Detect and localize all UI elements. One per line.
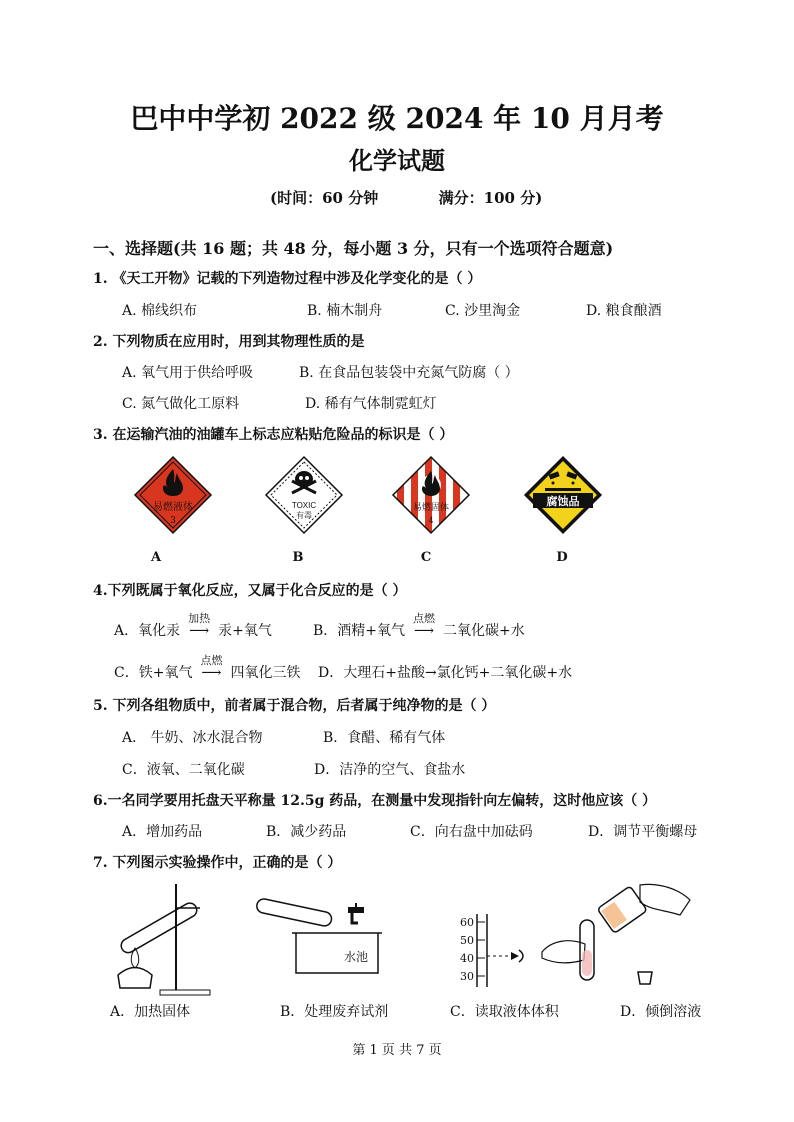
q4-a-reactant: A．氧化汞 xyxy=(114,623,181,639)
q2-option-c: C. 氮气做化工原料 xyxy=(122,396,240,412)
question-2-stem: 2. 下列物质在应用时，用到其物理性质的是 xyxy=(93,334,365,350)
cylinder-tick-60: 60 xyxy=(460,916,474,929)
exam-meta xyxy=(270,187,542,208)
question-4-stem: 4.下列既属于氧化反应，又属于化合反应的是（ ） xyxy=(93,583,407,599)
q3-label-c: C xyxy=(420,550,432,565)
q5-option-d: D．洁净的空气、食盐水 xyxy=(314,762,466,778)
q3-label-a: A xyxy=(150,550,162,565)
q6-option-b: B．减少药品 xyxy=(266,824,347,840)
sign-d-text: 腐蚀品 xyxy=(546,495,580,508)
q2-option-a: A. 氧气用于供给呼吸 xyxy=(122,365,254,381)
q7-option-d: D．倾倒溶液 xyxy=(620,1004,702,1020)
q5-option-c: C．液氧、二氧化碳 xyxy=(122,762,245,778)
flammable-solid-sign xyxy=(391,455,471,535)
q7-option-c: C．读取液体体积 xyxy=(450,1004,559,1020)
exam-title: 巴中中学初 2022 级 2024 年 10 月月考 xyxy=(130,102,664,135)
reaction-arrow-icon: ⟶ xyxy=(201,665,222,681)
pouring-liquid-illustration xyxy=(540,880,700,995)
q1-option-c: C. 沙里淘金 xyxy=(445,303,521,319)
q4-c-condition: 点燃 xyxy=(200,654,223,667)
flammable-liquid-sign xyxy=(133,455,213,535)
faucet-icon xyxy=(348,903,364,923)
sink-label: 水池 xyxy=(343,950,369,964)
time-label: (时间：60 分钟 xyxy=(270,189,379,207)
alcohol-lamp-icon xyxy=(118,948,152,988)
sign-b-text-cn: 有毒 xyxy=(296,511,312,520)
q4-a-product: 汞+氧气 xyxy=(218,623,272,639)
toxic-sign xyxy=(264,455,344,535)
dispose-reagent-illustration xyxy=(252,893,382,988)
q2-option-d: D. 稀有气体制霓虹灯 xyxy=(305,396,437,412)
question-1-stem: 1. 《天工开物》记载的下列造物过程中涉及化学变化的是（ ） xyxy=(93,271,482,287)
q1-option-b: B. 楠木制舟 xyxy=(307,303,383,319)
cylinder-tick-40: 40 xyxy=(460,952,474,965)
score-label: 满分：100 分) xyxy=(438,189,543,207)
q4-option-d: D．大理石+盐酸→氯化钙+二氧化碳+水 xyxy=(318,665,573,681)
q3-label-b: B xyxy=(292,550,304,565)
q6-option-c: C．向右盘中加砝码 xyxy=(410,824,533,840)
q4-b-product: 二氧化碳+水 xyxy=(443,623,525,639)
q4-c-reactant: C．铁+氧气 xyxy=(114,665,193,681)
sign-a-text: 易燃液体 xyxy=(153,502,193,513)
bottle-stopper-icon xyxy=(638,972,652,984)
sign-c-text: 易燃固体 xyxy=(412,503,450,513)
q4-a-condition: 加热 xyxy=(188,612,211,625)
reaction-arrow-icon: ⟶ xyxy=(189,623,210,639)
q6-option-d: D．调节平衡螺母 xyxy=(588,824,698,840)
corrosive-sign xyxy=(523,455,603,535)
cylinder-tick-50: 50 xyxy=(460,934,474,947)
sign-b-text-en: TOXIC xyxy=(291,501,317,510)
q7-option-a: A．加热固体 xyxy=(110,1004,191,1020)
graduated-cylinder-illustration xyxy=(445,912,535,992)
q1-option-d: D. 粮食酿酒 xyxy=(586,303,662,319)
q4-option-c xyxy=(114,654,301,682)
q4-option-b xyxy=(313,612,525,640)
q5-option-a: A． 牛奶、冰水混合物 xyxy=(122,730,263,746)
q4-option-a xyxy=(114,612,272,640)
sign-a-class: 3 xyxy=(170,516,176,526)
sign-c-class: 4 xyxy=(428,516,434,525)
page-number: 第 1 页 共 7 页 xyxy=(352,1043,442,1058)
q7-option-b: B．处理废弃试剂 xyxy=(280,1004,389,1020)
q5-option-b: B．食醋、稀有气体 xyxy=(323,730,446,746)
question-6-stem: 6.一名同学要用托盘天平称量 12.5g 药品，在测量中发现指针向左偏转，这时他应该（ ） xyxy=(93,793,657,809)
q4-c-product: 四氧化三铁 xyxy=(230,665,301,681)
reaction-arrow-icon: ⟶ xyxy=(413,623,435,639)
eye-icon xyxy=(519,950,523,962)
q6-option-a: A．增加药品 xyxy=(122,824,203,840)
q4-b-condition: 点燃 xyxy=(413,612,436,625)
question-7-stem: 7. 下列图示实验操作中，正确的是（ ） xyxy=(93,855,342,871)
question-5-stem: 5. 下列各组物质中，前者属于混合物，后者属于纯净物的是（ ） xyxy=(93,698,496,714)
section-heading: 一、选择题(共 16 题；共 48 分，每小题 3 分，只有一个选项符合题意) xyxy=(93,239,614,258)
cylinder-tick-30: 30 xyxy=(460,970,474,983)
question-3-stem: 3. 在运输汽油的油罐车上标志应粘贴危险品的标识是（ ） xyxy=(93,427,454,443)
heating-solid-illustration xyxy=(110,880,220,1000)
exam-subject: 化学试题 xyxy=(349,146,445,175)
q3-label-d: D xyxy=(556,550,568,565)
q2-option-b: B. 在食品包装袋中充氮气防腐（ ） xyxy=(299,365,519,381)
q1-option-a: A. 棉线织布 xyxy=(122,303,198,319)
q4-b-reactant: B．酒精+氧气 xyxy=(313,623,406,639)
